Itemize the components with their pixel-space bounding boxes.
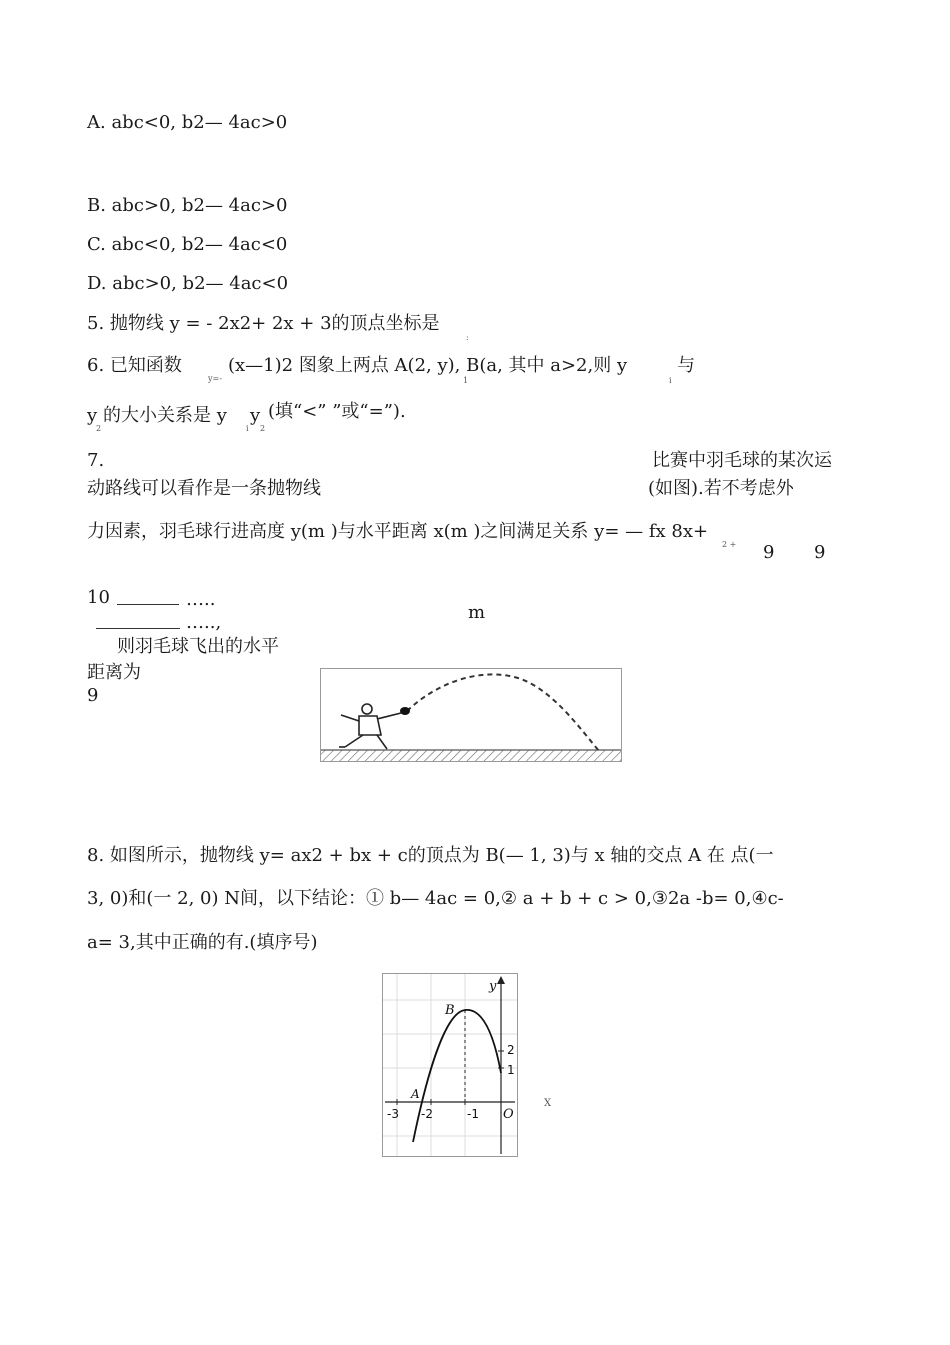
- q5-mark: :: [466, 333, 469, 342]
- q6-sub-i: i: [669, 376, 672, 385]
- question-7-line-4: 10: [87, 587, 110, 608]
- question-8-line-2: 3, 0)和(一 2, 0) N间，以下结论：① b— 4ac = 0,② a + b + c > 0,③2a -b= 0,④c-: [87, 888, 784, 909]
- tick-label-neg2: -2: [421, 1107, 433, 1121]
- x-axis-outside-label: X: [544, 1098, 552, 1109]
- q6-line2-sub-i: i: [246, 424, 249, 433]
- q6-small-y: y=-: [208, 374, 222, 383]
- q7-formula-sub: 2 +: [722, 540, 737, 549]
- question-7-line-8: 9: [87, 685, 99, 706]
- badminton-figure: [320, 668, 622, 762]
- answer-blank-2[interactable]: [96, 628, 180, 629]
- q7-denominator-1: 9: [763, 542, 775, 563]
- q6-line2-sub-2: 2: [260, 424, 266, 433]
- question-7-line-7: 距离为: [87, 662, 141, 683]
- y-axis-arrow: [497, 976, 505, 984]
- tick-label-neg1: -1: [467, 1107, 479, 1121]
- question-7-right-1: 比赛中羽毛球的某次运: [652, 450, 832, 471]
- player-figure: [339, 704, 401, 749]
- question-5: 5. 抛物线 y = - 2x2+ 2x + 3的顶点坐标是: [87, 313, 440, 334]
- q7-denominator-2: 9: [814, 542, 826, 563]
- tick-label-1: 1: [507, 1063, 515, 1077]
- tick-label-2: 2: [507, 1043, 515, 1057]
- q7-dots-2: …..,: [186, 612, 222, 633]
- q7-unit: m: [468, 602, 486, 623]
- question-6-line2-y2: y: [250, 405, 261, 426]
- q6-sub-1: 1: [463, 376, 469, 385]
- parabola-curve: [413, 1010, 501, 1142]
- ground-hatch: [321, 750, 621, 761]
- question-7-line-3: 力因素，羽毛球行进高度 y(m )与水平距离 x(m )之间满足关系 y= — fx 8x+: [87, 521, 709, 542]
- question-6-middle: (x—1)2 图象上两点 A(2, y), B(a, 其中 a>2,则 y: [228, 355, 628, 376]
- graph-drawing: [383, 974, 517, 1156]
- option-b: B. abc>0, b2— 4ac>0: [87, 195, 288, 216]
- question-6-line2-mid: 的大小关系是 y: [103, 405, 227, 426]
- answer-blank-1[interactable]: [117, 604, 179, 605]
- question-6-start: 6. 已知函数: [87, 355, 182, 376]
- option-c: C. abc<0, b2— 4ac<0: [87, 234, 288, 255]
- question-8-line-3: a= 3,其中正确的有.(填序号): [87, 932, 318, 953]
- shuttlecock: [400, 707, 410, 715]
- badminton-drawing: [321, 669, 621, 761]
- question-7-right-2: (如图).若不考虑外: [648, 478, 794, 499]
- question-8-line-1: 8. 如图所示，抛物线 y= ax2 + bx + c的顶点为 B(— 1, 3)与 x 轴的交点 A 在 点(一: [87, 845, 774, 866]
- parabola-graph: [382, 973, 518, 1157]
- question-6-line2-y: y: [87, 405, 98, 426]
- grid-lines: [383, 974, 517, 1156]
- question-7-line-6: 则羽毛球飞出的水平: [117, 636, 279, 657]
- question-7-number: 7.: [87, 450, 105, 471]
- question-6-line2-end: (填“<” ”或“=”).: [268, 401, 406, 422]
- trajectory-path: [407, 674, 599, 751]
- q6-line2-sub: 2: [96, 424, 102, 433]
- question-7-line-2: 动路线可以看作是一条抛物线: [87, 478, 321, 499]
- option-a: A. abc<0, b2— 4ac>0: [87, 112, 288, 133]
- vertex-b-label: B: [445, 1003, 455, 1018]
- point-a-label: A: [411, 1087, 420, 1101]
- y-axis-label: y: [489, 979, 497, 994]
- q7-dots-1: …..: [186, 589, 216, 610]
- origin-label: O: [503, 1107, 514, 1122]
- tick-label-neg3: -3: [387, 1107, 399, 1121]
- option-d: D. abc>0, b2— 4ac<0: [87, 273, 289, 294]
- question-6-end: 与: [677, 355, 695, 376]
